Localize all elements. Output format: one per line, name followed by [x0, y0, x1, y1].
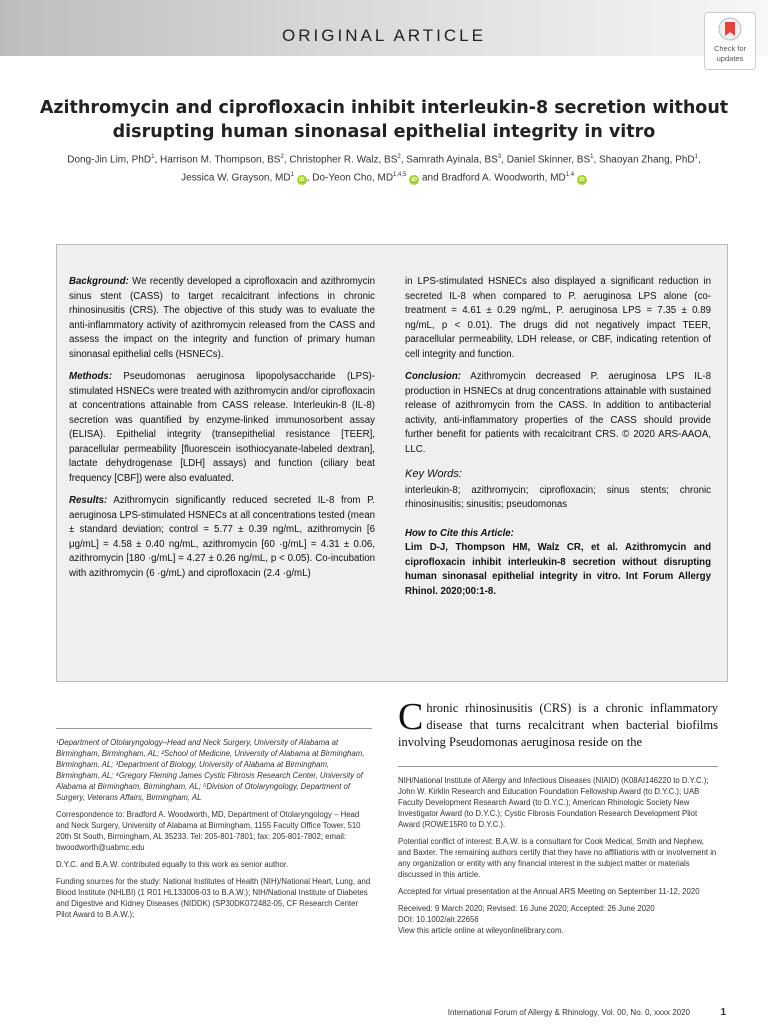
- article-type-label: ORIGINAL ARTICLE: [282, 26, 486, 45]
- abstract-box: [56, 244, 728, 682]
- author-list: Dong-Jin Lim, PhD$^1$, Harrison M. Thompson, $BS^2$, Christopher R. Walz, $BS^2$, Samrath Ayinala, $BS^3$, Daniel Skinner, $BS^1$, Shaoyan Zhang, PhD$^1$, Jessica W. Grayson, $MD^1$ iD , Do-Yeon Cho, MD$^{1,4,5}$ iD and Bradford A. Woodworth, MD$^{1,4}$ iD: [67, 154, 701, 184]
- methods-label: Methods:: [69, 371, 113, 382]
- author-affiliation-marker: 1: [590, 154, 594, 160]
- author-name: Daniel Skinner, BS: [506, 154, 591, 166]
- intro-paragraph: [398, 696, 718, 751]
- author-name: Christopher R. Walz, BS: [289, 154, 398, 166]
- article-type-banner: [0, 0, 768, 56]
- keywords-text: interleukin-8; azithromycin; ciprofloxacin; sinus stents; chronic rhinosinusitis; sinusitis; pseudomonas: [405, 484, 711, 510]
- author-name: Bradford A. Woodworth, MD: [441, 172, 566, 184]
- author-affiliation-marker: 1,4: [565, 171, 575, 178]
- funding-sources: Funding sources for the study: National Institutes of Health (NIH)/National Heart, Lung, and Blood Institute (NHLBI) (1 R01 HL133006-03 to B.A.W.); NIH/National Institute of Diabetes and Digestive and Kidney Diseases (NIDDK) (SP30DK072482-05, CF Research Center Pilot Award to B.A.W.);: [56, 877, 371, 919]
- background-label: Background:: [69, 276, 129, 287]
- author-affiliation-marker: 1: [151, 154, 155, 160]
- author-name: Do-Yeon Cho, MD: [312, 172, 394, 184]
- presentation-note: Accepted for virtual presentation at the Annual ARS Meeting on September 11-12, 2020: [398, 887, 700, 896]
- affiliations: ¹Department of Otolaryngology–Head and Neck Surgery, University of Alabama at Birmingham, Birmingham, AL; ²School of Medicine, University of Alabama at Birmingham, Birmingham, AL; ³Department of Biology, University of Alabama at Birmingham, Birmingham, AL; ⁴Gregory Fleming James Cystic Fibrosis Research Center, University of Alabama at Birmingham, Birmingham, AL; ⁵Division of Otolaryngology, Department of Surgery, Veterans Affairs, Birmingham, AL: [56, 738, 365, 802]
- online-link[interactable]: View this article online at wileyonlinelibrary.com.: [398, 926, 564, 935]
- author-affiliation-marker: 1: [694, 154, 698, 160]
- author-name: Dong-Jin Lim, PhD: [67, 154, 152, 166]
- article-title: Azithromycin and ciprofloxacin inhibit interleukin-8 secretion without disrupting human sinonasal epithelial integrity in vitro: [39, 98, 729, 142]
- bookmark-icon: [718, 17, 742, 43]
- received-dates: Received: 9 March 2020; Revised: 16 June 2020; Accepted: 26 June 2020: [398, 904, 655, 913]
- author-name: Harrison M. Thompson, BS: [160, 154, 281, 166]
- conclusion-text: Azithromycin decreased P. aeruginosa LPS IL-8 production in HSNECs at drug concentrations attainable with sustained release of azithromycin from the CASS. In addition to antibacterial activity, anti-inflammatory properties of the CASS should provide further benefit for patients with recalcitrant CRS. © 2020 ARS-AAOA, LLC.: [405, 371, 711, 455]
- methods-text: Pseudomonas aeruginosa lipopolysaccharide (LPS)-stimulated HSNECs were treated with azithromycin and/or ciprofloxacin at concentrations attainable from CASS release. Interleukin-8 (IL-8) secretion was quantified by enzyme-linked immunosorbent assay (ELISA). Epithelial integrity (transepithelial resistance [TEER], paracellular permeability [fluorescein isothiocyanate-labeled dextran], lactate dehydrogenase [LDH] assays) and function (ciliary beat frequency [CBF]) were also evaluated.: [69, 371, 375, 484]
- author-name: Jessica W. Grayson, MD: [181, 172, 291, 184]
- background-text: We recently developed a ciprofloxacin and azithromycin sinus stent (CASS) to target recalcitrant infections in chronic rhinosinusitis (CRS). The objective of this study was to evaluate the anti-inflammatory activity of azithromycin released from the CASS and assess the impact on the integrity and function of primary human sinonasal epithelial cells (HSNECs).: [69, 276, 375, 360]
- keywords-label: Key Words:: [405, 468, 462, 480]
- author-affiliation-marker: 1,4,5: [393, 171, 407, 178]
- methods-section: [69, 370, 375, 486]
- footnote-divider-right: [398, 766, 718, 767]
- author-affiliation-marker: 2: [280, 154, 284, 160]
- author-affiliation-marker: 2: [397, 154, 401, 160]
- right-footnotes: [398, 766, 718, 936]
- abstract-right-column: [405, 275, 711, 599]
- abstract-left-column: [69, 275, 375, 589]
- check-for-updates-badge[interactable]: [704, 12, 756, 70]
- doi: DOI: 10.1002/alr.22656: [398, 915, 479, 924]
- intro-text: hronic rhinosinusitis (CRS) is a chronic inflammatory disease that turns recalcitrant when bacterial biofilms involving Pseudomonas aeruginosa reside on the: [398, 701, 718, 749]
- badge-line1: Check for: [713, 44, 747, 53]
- author-affiliation-marker: 1: [290, 171, 294, 178]
- author-affiliation-marker: 3: [497, 154, 502, 160]
- results-label: Results:: [69, 495, 108, 506]
- journal-citation: International Forum of Allergy & Rhinology, Vol. 00, No. 0, xxxx 2020: [447, 1008, 690, 1017]
- funding-continued: NIH/National Institute of Allergy and Infectious Diseases (NIAID) (K08AI146220 to D.Y.C.); John W. Kirklin Research and Education Foundation Fellowship Award (to D.Y.C.); UAB Faculty Development Research Award (to D.Y.C.); American Rhinologic Society New Investigator Award (to D.Y.C.); Cystic Fibrosis Foundation Research Development Pilot Award (ROWE15R0 to D.Y.C.).: [398, 776, 709, 829]
- orcid-icon[interactable]: iD: [577, 175, 587, 185]
- page-number: 1: [720, 1007, 726, 1018]
- conclusion-label: Conclusion:: [405, 371, 461, 382]
- results-section: [69, 494, 375, 581]
- author-name: Samrath Ayinala, BS: [406, 154, 498, 166]
- author-name: Shaoyan Zhang, PhD: [599, 154, 695, 166]
- left-footnotes: [56, 728, 372, 926]
- equal-contribution-note: D.Y.C. and B.A.W. contributed equally to this work as senior author.: [56, 860, 289, 869]
- cite-label: How to Cite this Article:: [405, 527, 514, 539]
- conflict-of-interest: Potential conflict of interest: B.A.W. is a consultant for Cook Medical, Smith and Nephew, and Baxter. The remaining authors certify that they have no affiliations with or involvement in any organization or entity with any financial interest in the subject matter or materials discussed in this article.: [398, 837, 717, 879]
- cite-text: Lim D-J, Thompson HM, Walz CR, et al. Azithromycin and ciprofloxacin inhibit interleukin-8 secretion without disrupting human sinonasal epithelial integrity in vitro. Int Forum Allergy Rhinol. 2020;00:1-8.: [405, 542, 711, 597]
- results-text: Azithromycin significantly reduced secreted IL-8 from P. aeruginosa LPS-stimulated HSNECs at all concentrations tested (mean ± standard deviation; control = 5.77 ± 0.39 ng/mL, azithromycin [6 μg/mL] = 4.58 ± 0.40 ng/mL, azithromycin [60 ·g/mL] = 4.31 ± 0.06, azithromycin [180 ·g/mL] = 4.27 ± 0.26 ng/mL, p < 0.05). Co-incubation with azithromycin (6 ·g/mL) and ciprofloxacin (2.4 ·g/mL): [69, 495, 375, 579]
- drop-cap: C: [398, 696, 424, 738]
- conclusion-section: [405, 370, 711, 457]
- results-continued: in LPS-stimulated HSNECs also displayed a significant reduction in secreted IL-8 when compared to P. aeruginosa LPS alone (co-treatment = 4.61 ± 0.29 ng/mL, P. aeruginosa LPS = 7.35 ± 0.89 ng/mL, p < 0.01). The drugs did not negatively impact TEER, paracellular permeability, LDH release, or CBF, indicating retention of cell integrity and function.: [405, 276, 711, 360]
- orcid-icon[interactable]: iD: [409, 175, 419, 185]
- badge-line2: updates: [716, 54, 744, 63]
- correspondence: Correspondence to: Bradford A. Woodworth, MD, Department of Otolaryngology – Head and Neck Surgery, University of Alabama at Birmingham, 1155 Faculty Office Tower, 510 20th St South, Birmingham, AL 35233. Tel: 205-801-7801; fax: 205-801-7802; email: bwoodworth@uabmc.edu: [56, 810, 361, 852]
- background-section: [69, 275, 375, 362]
- orcid-icon[interactable]: iD: [297, 175, 307, 185]
- footnote-divider: [56, 728, 372, 729]
